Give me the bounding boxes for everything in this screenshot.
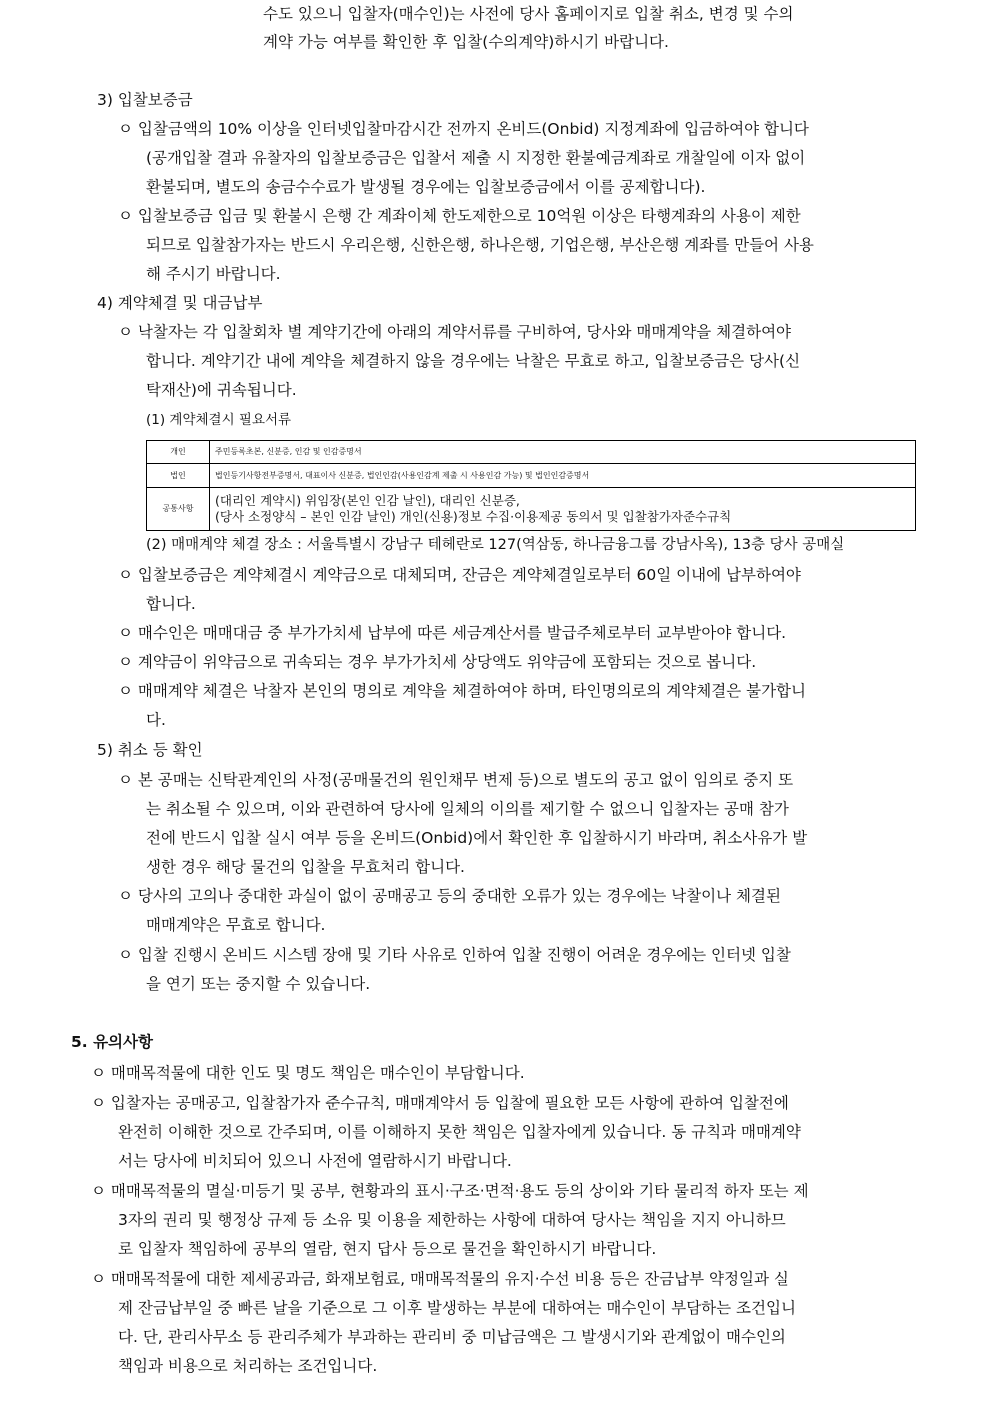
bullet-line: 완전히 이해한 것으로 간주되며, 이를 이해하지 못한 책임은 입찰자에게 있습니다. 동 규칙과 매매계약 xyxy=(118,1123,801,1141)
bullet-line: 을 연기 또는 중지할 수 있습니다. xyxy=(146,975,371,993)
bullet-line: 3자의 권리 및 행정상 규제 등 소유 및 이용을 제한하는 사항에 대하여 당사는 책임을 지지 아니하므 xyxy=(118,1211,786,1229)
bullet-line: ㅇ 당사의 고의나 중대한 과실이 없이 공매공고 등의 중대한 오류가 있는 경우에는 낙찰이나 체결된 xyxy=(118,887,781,905)
bullet-line: 매매계약은 무효로 합니다. xyxy=(146,916,326,934)
bullet-line: ㅇ 매매목적물의 멸실·미등기 및 공부, 현황과의 표시·구조·면적·용도 등의 상이와 기타 물리적 하자 또는 제 xyxy=(91,1182,809,1200)
bullet-line: ㅇ 계약금이 위약금으로 귀속되는 경우 부가가치세 상당액도 위약금에 포함되는 것으로 봅니다. xyxy=(118,653,757,671)
table-cell-text: 주민등록초본, 신분증, 인감 및 인감증명서 xyxy=(210,441,916,464)
sub-heading-documents: (1) 계약체결시 필요서류 xyxy=(146,412,292,428)
section-heading-notes: 5. 유의사항 xyxy=(71,1033,153,1051)
bullet-line: ㅇ 매매계약 체결은 낙찰자 본인의 명의로 계약을 체결하여야 하며, 타인명의로의 계약체결은 불가합니 xyxy=(118,682,806,700)
bullet-line: 전에 반드시 입찰 실시 여부 등을 온비드(Onbid)에서 확인한 후 입찰하시기 바라며, 취소사유가 발 xyxy=(146,829,808,847)
bullet-line: 로 입찰자 책임하에 공부의 열람, 현지 답사 등으로 물건을 확인하시기 바랍니다. xyxy=(118,1240,657,1258)
table-cell-label: 공통사항 xyxy=(147,487,210,530)
section-heading-contract: 4) 계약체결 및 대금납부 xyxy=(97,294,263,312)
bullet-line: ㅇ 매수인은 매매대금 중 부가가치세 납부에 따른 세금계산서를 발급주체로부터 교부받아야 합니다. xyxy=(118,624,787,642)
table-row xyxy=(147,464,916,487)
bullet-line: 다. 단, 관리사무소 등 관리주체가 부과하는 관리비 중 미납금액은 그 발생시기와 관계없이 매수인의 xyxy=(118,1328,786,1346)
bullet-line: 책임과 비용으로 처리하는 조건입니다. xyxy=(118,1357,378,1375)
table-cell-line: (당사 소정양식 – 본인 인감 날인) 개인(신용)정보 수집·이용제공 동의서 및 입찰참가자준수규칙 xyxy=(215,508,732,524)
sub-heading-location: (2) 매매계약 체결 장소 : 서울특별시 강남구 테헤란로 127(역삼동, 하나금융그룹 강남사옥), 13층 당사 공매실 xyxy=(146,537,845,553)
paragraph-line: 수도 있으니 입찰자(매수인)는 사전에 당사 홈페이지로 입찰 취소, 변경 및 수의 xyxy=(263,5,794,23)
table-cell-line: (대리인 계약시) 위임장(본인 인감 날인), 대리인 신분증, xyxy=(215,492,520,508)
bullet-line: 환불되며, 별도의 송금수수료가 발생될 경우에는 입찰보증금에서 이를 공제합니다). xyxy=(146,178,706,196)
bullet-line: 합니다. xyxy=(146,595,196,613)
section-heading-cancel: 5) 취소 등 확인 xyxy=(97,741,203,759)
bullet-line: ㅇ 낙찰자는 각 입찰회차 별 계약기간에 아래의 계약서류를 구비하여, 당사와 매매계약을 체결하여야 xyxy=(118,323,792,341)
bullet-line: ㅇ 매매목적물에 대한 제세공과금, 화재보험료, 매매목적물의 유지·수선 비용 등은 잔금납부 약정일과 실 xyxy=(91,1270,789,1288)
table-cell-label: 법인 xyxy=(147,464,210,487)
bullet-line: 는 취소될 수 있으며, 이와 관련하여 당사에 일체의 이의를 제기할 수 없으니 입찰자는 공매 참가 xyxy=(146,800,789,818)
table-row xyxy=(147,441,916,464)
bullet-line: 해 주시기 바랍니다. xyxy=(146,265,281,283)
section-heading-deposit: 3) 입찰보증금 xyxy=(97,91,193,109)
paragraph-line: 계약 가능 여부를 확인한 후 입찰(수의계약)하시기 바랍니다. xyxy=(263,33,669,51)
bullet-line: 제 잔금납부일 중 빠른 날을 기준으로 그 이후 발생하는 부분에 대하여는 매수인이 부담하는 조건입니 xyxy=(118,1299,796,1317)
bullet-line: (공개입찰 결과 유찰자의 입찰보증금은 입찰서 제출 시 지정한 환불예금계좌로 개찰일에 이자 없이 xyxy=(146,149,806,167)
bullet-line: 다. xyxy=(146,711,166,729)
bullet-line: ㅇ 입찰보증금 입금 및 환불시 은행 간 계좌이체 한도제한으로 10억원 이상은 타행계좌의 사용이 제한 xyxy=(118,207,801,225)
bullet-line: 생한 경우 해당 물건의 입찰을 무효처리 합니다. xyxy=(146,858,465,876)
table-cell-text: 법인등기사항전부증명서, 대표이사 신분증, 법인인감(사용인감계 제출 시 사용인감 가능) 및 법인인감증명서 xyxy=(210,464,916,487)
bullet-line: 서는 당사에 비치되어 있으니 사전에 열람하시기 바랍니다. xyxy=(118,1152,512,1170)
bullet-line: ㅇ 매매목적물에 대한 인도 및 명도 책임은 매수인이 부담합니다. xyxy=(91,1064,525,1082)
bullet-line: ㅇ 입찰금액의 10% 이상을 인터넷입찰마감시간 전까지 온비드(Onbid) 지정계좌에 입금하여야 합니다 xyxy=(118,120,809,138)
bullet-line: 탁재산)에 귀속됩니다. xyxy=(146,381,297,399)
bullet-line: 되므로 입찰참가자는 반드시 우리은행, 신한은행, 하나은행, 기업은행, 부산은행 계좌를 만들어 사용 xyxy=(146,236,814,254)
bullet-line: ㅇ 입찰자는 공매공고, 입찰참가자 준수규칙, 매매계약서 등 입찰에 필요한 모든 사항에 관하여 입찰전에 xyxy=(91,1094,789,1112)
bullet-line: ㅇ 입찰보증금은 계약체결시 계약금으로 대체되며, 잔금은 계약체결일로부터 60일 이내에 납부하여야 xyxy=(118,566,801,584)
required-documents-table xyxy=(146,440,916,531)
bullet-line: 합니다. 계약기간 내에 계약을 체결하지 않을 경우에는 낙찰은 무효로 하고, 입찰보증금은 당사(신 xyxy=(146,352,801,370)
table-cell-text xyxy=(210,487,916,530)
bullet-line: ㅇ 본 공매는 신탁관계인의 사정(공매물건의 원인채무 변제 등)으로 별도의 공고 없이 임의로 중지 또 xyxy=(118,771,794,789)
table-row xyxy=(147,487,916,530)
table-cell-label: 개인 xyxy=(147,441,210,464)
bullet-line: ㅇ 입찰 진행시 온비드 시스템 장애 및 기타 사유로 인하여 입찰 진행이 어려운 경우에는 인터넷 입찰 xyxy=(118,946,791,964)
